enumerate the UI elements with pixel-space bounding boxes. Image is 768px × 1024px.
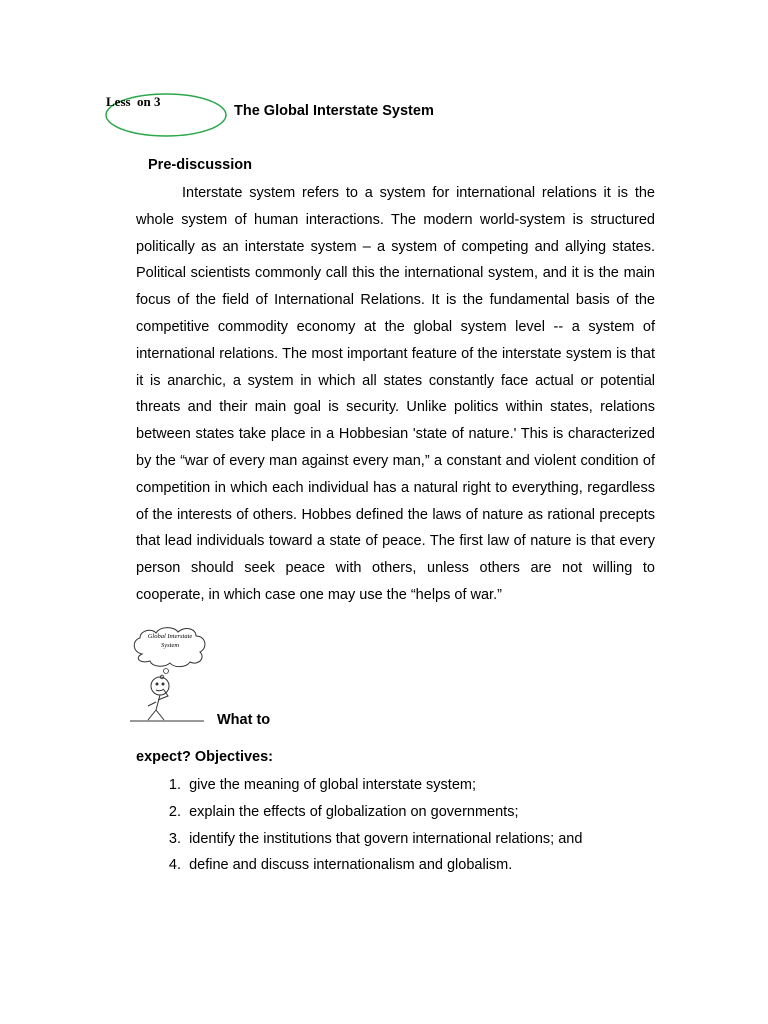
prediscussion-heading: Pre-discussion bbox=[148, 157, 252, 173]
list-item-text: define and discuss internationalism and globalism. bbox=[189, 857, 513, 874]
thought-cloud-text: Global Interstate System bbox=[147, 633, 193, 649]
objectives-heading-line1: What to bbox=[217, 712, 271, 728]
list-item-number: 3. bbox=[168, 830, 181, 847]
list-item bbox=[136, 799, 582, 826]
list-item-text: identify the institutions that govern international relations; and bbox=[189, 830, 583, 847]
lesson-number-label: Less on 3 bbox=[106, 94, 161, 109]
list-item bbox=[136, 826, 582, 853]
lesson-title: The Global Interstate System bbox=[234, 103, 434, 119]
objectives-list bbox=[136, 772, 582, 879]
lesson-number-badge bbox=[104, 92, 230, 142]
list-item-number: 4. bbox=[168, 857, 181, 874]
list-item-number: 2. bbox=[168, 803, 181, 820]
list-item-text: give the meaning of global interstate system; bbox=[189, 777, 476, 793]
objectives-heading-line2: expect? Objectives: bbox=[136, 749, 273, 765]
list-item bbox=[136, 772, 582, 799]
thinking-person-illustration bbox=[128, 626, 218, 731]
list-item bbox=[136, 852, 582, 879]
list-item-text: explain the effects of globalization on governments; bbox=[189, 803, 519, 820]
list-item-number: 1. bbox=[168, 777, 181, 793]
prediscussion-paragraph: Interstate system refers to a system for international relations it is the whole system of human interactions. The modern world-system is structured politically as an interstate system – a system of competing and allying states. Political scientists commonly call this the international system, and it is the main focus of the field of International Relations. It is the fundamental basis of the competitive commodity economy at the global system level -- a system of international relations. The most important feature of the interstate system is that it is anarchic, a system in which all states constantly face actual or potential threats and their main goal is security. Unlike politics within states, relations between states take place in a Hobbesian 'state of nature.' This is characterized by the “war of every man against every man,” a constant and violent condition of competition in which each individual has a natural right to everything, regardless of the interests of others. Hobbes defined the laws of nature as rational precepts that lead individuals toward a state of peace. The first law of nature is that every person should seek peace with others, unless others are not willing to cooperate, in which case one may use the “helps of war.” bbox=[136, 185, 655, 603]
thinking-person-icon bbox=[148, 677, 169, 720]
